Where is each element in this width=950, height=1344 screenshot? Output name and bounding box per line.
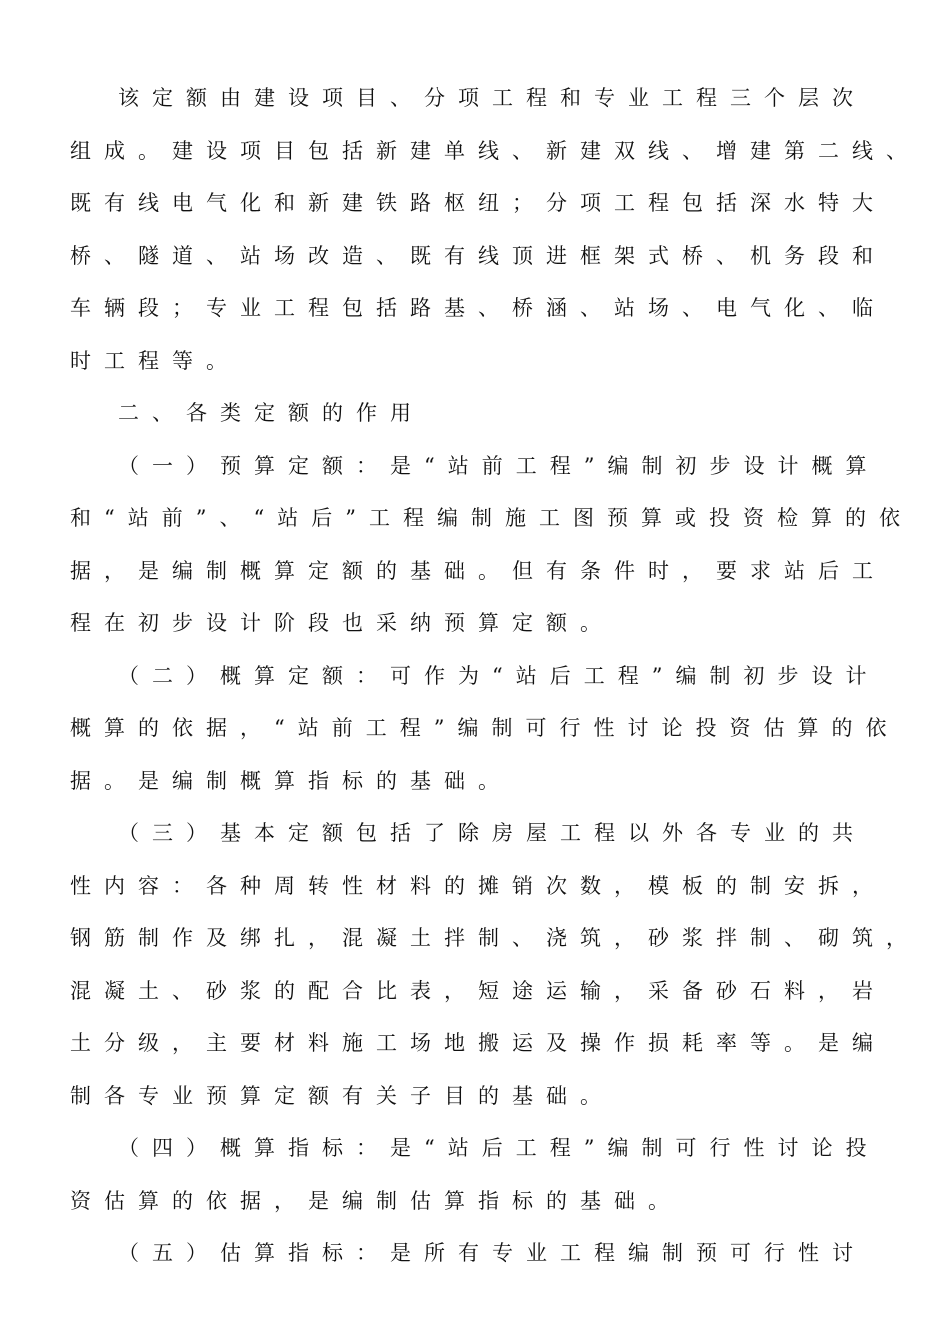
paragraph-line: 制各专业预算定额有关子目的基础。 <box>70 1083 614 1108</box>
paragraph-line: 组成。建设项目包括新建单线、新建双线、增建第二线、 <box>70 138 920 163</box>
paragraph-line: 性内容：各种周转性材料的摊销次数，模板的制安拆， <box>70 873 886 898</box>
paragraph-line: 资估算的依据，是编制估算指标的基础。 <box>70 1188 682 1213</box>
paragraph-line: 据，是编制概算定额的基础。但有条件时，要求站后工 <box>70 558 886 583</box>
paragraph-line: 桥、隧道、站场改造、既有线顶进框架式桥、机务段和 <box>70 243 886 268</box>
paragraph-line: （五）估算指标：是所有专业工程编制预可行性讨 <box>118 1241 866 1265</box>
paragraph-line: 车辆段；专业工程包括路基、桥涵、站场、电气化、临 <box>70 296 886 320</box>
paragraph-line: 既有线电气化和新建铁路枢纽；分项工程包括深水特大 <box>70 191 886 215</box>
paragraph-line: （三）基本定额包括了除房屋工程以外各专业的共 <box>118 821 866 845</box>
paragraph-line: （四）概算指标：是“站后工程”编制可行性讨论投 <box>118 1136 880 1160</box>
paragraph-line: 混凝土、砂浆的配合比表，短途运输，采备砂石料，岩 <box>70 978 886 1003</box>
paragraph-line: 据。是编制概算指标的基础。 <box>70 768 512 793</box>
document-body <box>70 72 920 1280</box>
paragraph-line: （一）预算定额：是“站前工程”编制初步设计概算 <box>118 453 880 478</box>
paragraph-line: 时工程等。 <box>70 348 240 373</box>
paragraph-line: 土分级，主要材料施工场地搬运及操作损耗率等。是编 <box>70 1031 886 1055</box>
paragraph-line: 概算的依据，“站前工程”编制可行性讨论投资估算的依 <box>70 716 900 740</box>
paragraph-line: （二）概算定额：可作为“站后工程”编制初步设计 <box>118 663 880 688</box>
paragraph-line: 该定额由建设项目、分项工程和专业工程三个层次 <box>118 86 866 110</box>
paragraph-line: 和“站前”、“站后”工程编制施工图预算或投资检算的依 <box>70 506 913 530</box>
paragraph-line: 钢筋制作及绑扎，混凝土拌制、浇筑，砂浆拌制、砌筑， <box>70 926 920 950</box>
paragraph-line: 程在初步设计阶段也采纳预算定额。 <box>70 611 614 635</box>
section-heading: 二、各类定额的作用 <box>118 401 424 425</box>
